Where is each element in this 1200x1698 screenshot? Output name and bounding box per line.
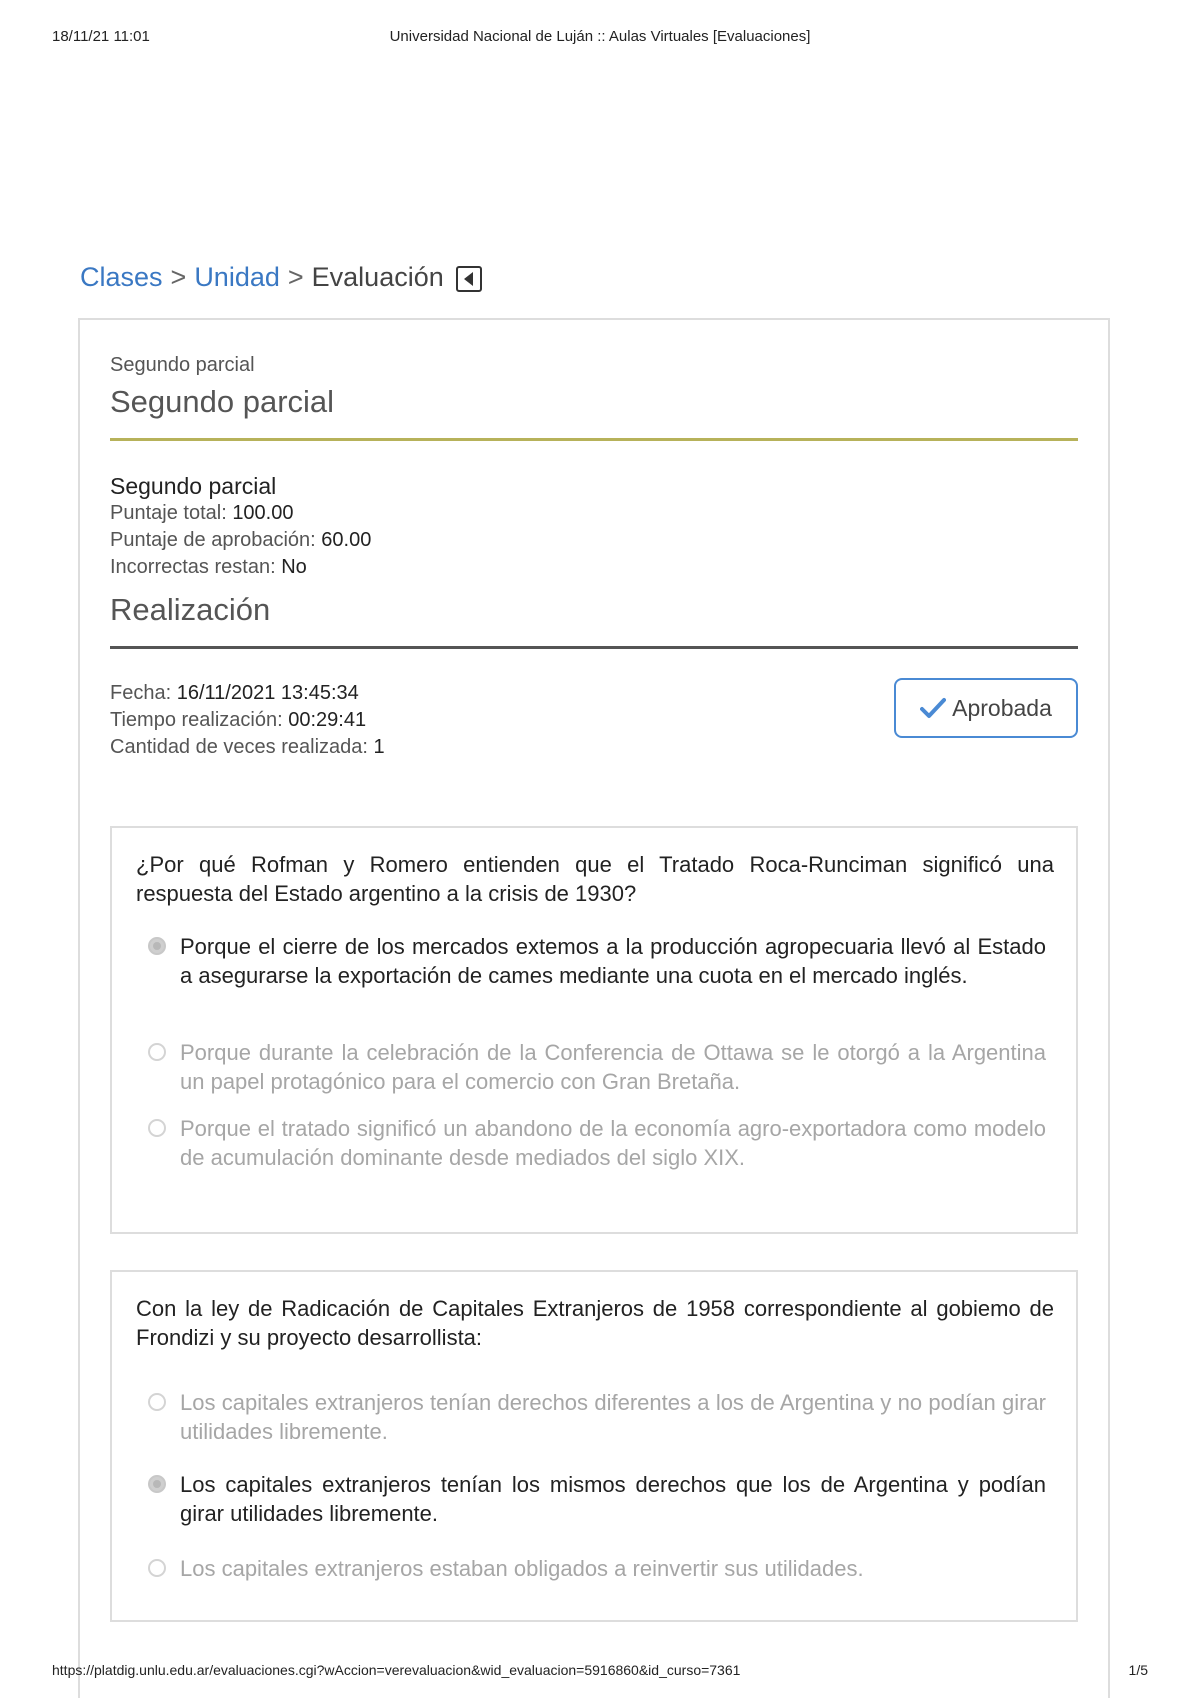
tiempo-row (110, 707, 385, 734)
answer-option[interactable] (148, 932, 1046, 990)
print-footer (52, 1662, 1148, 1684)
answer-option-text: Porque durante la celebración de la Conferencia de Ottawa se le otorgó a la Argentina un papel protagónico para el comercio con Gran Bretaña. (180, 1040, 1046, 1094)
breadcrumb-separator: > (170, 262, 187, 292)
cantidad-label: Cantidad de veces realizada: (110, 736, 368, 758)
answer-option-text: Los capitales extranjeros estaban obligados a reinvertir sus utilidades. (180, 1556, 864, 1581)
aprobacion-row (110, 527, 371, 554)
section-divider (110, 646, 1078, 649)
evaluation-info (110, 472, 371, 581)
question-text: ¿Por qué Rofman y Romero entienden que el Tratado Roca-Runciman significó una respuesta del Estado argentino a la crisis de 1930? (136, 852, 1054, 906)
radio-unselected[interactable] (148, 1393, 166, 1411)
evaluation-name: Segundo parcial (110, 473, 277, 499)
print-date: 18/11/21 11:01 (52, 28, 150, 45)
radio-unselected[interactable] (148, 1043, 166, 1061)
print-header (52, 28, 1148, 52)
fecha-label: Fecha: (110, 682, 172, 704)
answer-option[interactable] (148, 1038, 1046, 1096)
cantidad-row (110, 734, 385, 761)
answer-option-text: Porque el cierre de los mercados extemos a la producción agropecuaria llevó al Estado a asegurarse la exportación de cames mediante una cuota en el mercado inglés. (180, 934, 1046, 988)
answer-option[interactable] (148, 1554, 1046, 1583)
breadcrumb (80, 262, 482, 293)
title-divider (110, 438, 1078, 441)
fecha-row (110, 680, 385, 707)
answer-option[interactable] (148, 1388, 1046, 1446)
breadcrumb-current: Evaluación (311, 262, 444, 292)
answer-option[interactable] (148, 1114, 1046, 1172)
radio-selected[interactable] (148, 1475, 166, 1493)
breadcrumb-unidad-link[interactable]: Unidad (194, 262, 280, 292)
breadcrumb-separator: > (287, 262, 304, 292)
radio-unselected[interactable] (148, 1559, 166, 1577)
aprobacion-value: 60.00 (321, 529, 372, 551)
cantidad-value: 1 (373, 736, 385, 758)
incorrectas-label: Incorrectas restan: (110, 556, 276, 578)
puntaje-total-label: Puntaje total: (110, 502, 227, 524)
radio-unselected[interactable] (148, 1119, 166, 1137)
back-arrow-icon[interactable] (456, 266, 482, 292)
breadcrumb-clases-link[interactable]: Clases (80, 262, 163, 292)
aprobada-status-button[interactable] (894, 678, 1078, 738)
evaluation-card (78, 318, 1110, 1698)
print-page-number: 1/5 (1128, 1662, 1148, 1678)
puntaje-total-value: 100.00 (232, 502, 294, 524)
question-text: Con la ley de Radicación de Capitales Extranjeros de 1958 correspondiente al gobiemo de Frondizi y su proyecto desarrollista: (136, 1296, 1054, 1350)
puntaje-total-row (110, 500, 371, 527)
evaluation-title: Segundo parcial (110, 384, 335, 419)
realizacion-title: Realización (110, 592, 271, 627)
print-url: https://platdig.unlu.edu.ar/evaluaciones.cgi?wAccion=verevaluacion&wid_evaluacion=5916860&id_curso=7361 (52, 1662, 741, 1678)
checkmark-icon (920, 697, 946, 719)
print-page-title: Universidad Nacional de Luján :: Aulas Virtuales [Evaluaciones] (389, 28, 811, 45)
incorrectas-value: No (281, 556, 307, 578)
evaluation-subtitle: Segundo parcial (110, 354, 255, 376)
fecha-value: 16/11/2021 13:45:34 (176, 682, 359, 704)
status-label: Aprobada (952, 694, 1052, 721)
answer-option[interactable] (148, 1470, 1046, 1528)
tiempo-value: 00:29:41 (288, 709, 367, 731)
question-card (110, 826, 1078, 1234)
answer-option-text: Los capitales extranjeros tenían derechos diferentes a los de Argentina y no podían girar utilidades libremente. (180, 1390, 1046, 1444)
radio-selected[interactable] (148, 937, 166, 955)
aprobacion-label: Puntaje de aprobación: (110, 529, 316, 551)
tiempo-label: Tiempo realización: (110, 709, 283, 731)
question-card (110, 1270, 1078, 1622)
answer-option-text: Porque el tratado significó un abandono de la economía agro-exportadora como modelo de acumulación dominante desde mediados del siglo XIX. (180, 1116, 1046, 1170)
answer-option-text: Los capitales extranjeros tenían los mismos derechos que los de Argentina y podían girar utilidades libremente. (180, 1472, 1046, 1526)
attempt-info (110, 680, 385, 761)
incorrectas-row (110, 554, 371, 581)
